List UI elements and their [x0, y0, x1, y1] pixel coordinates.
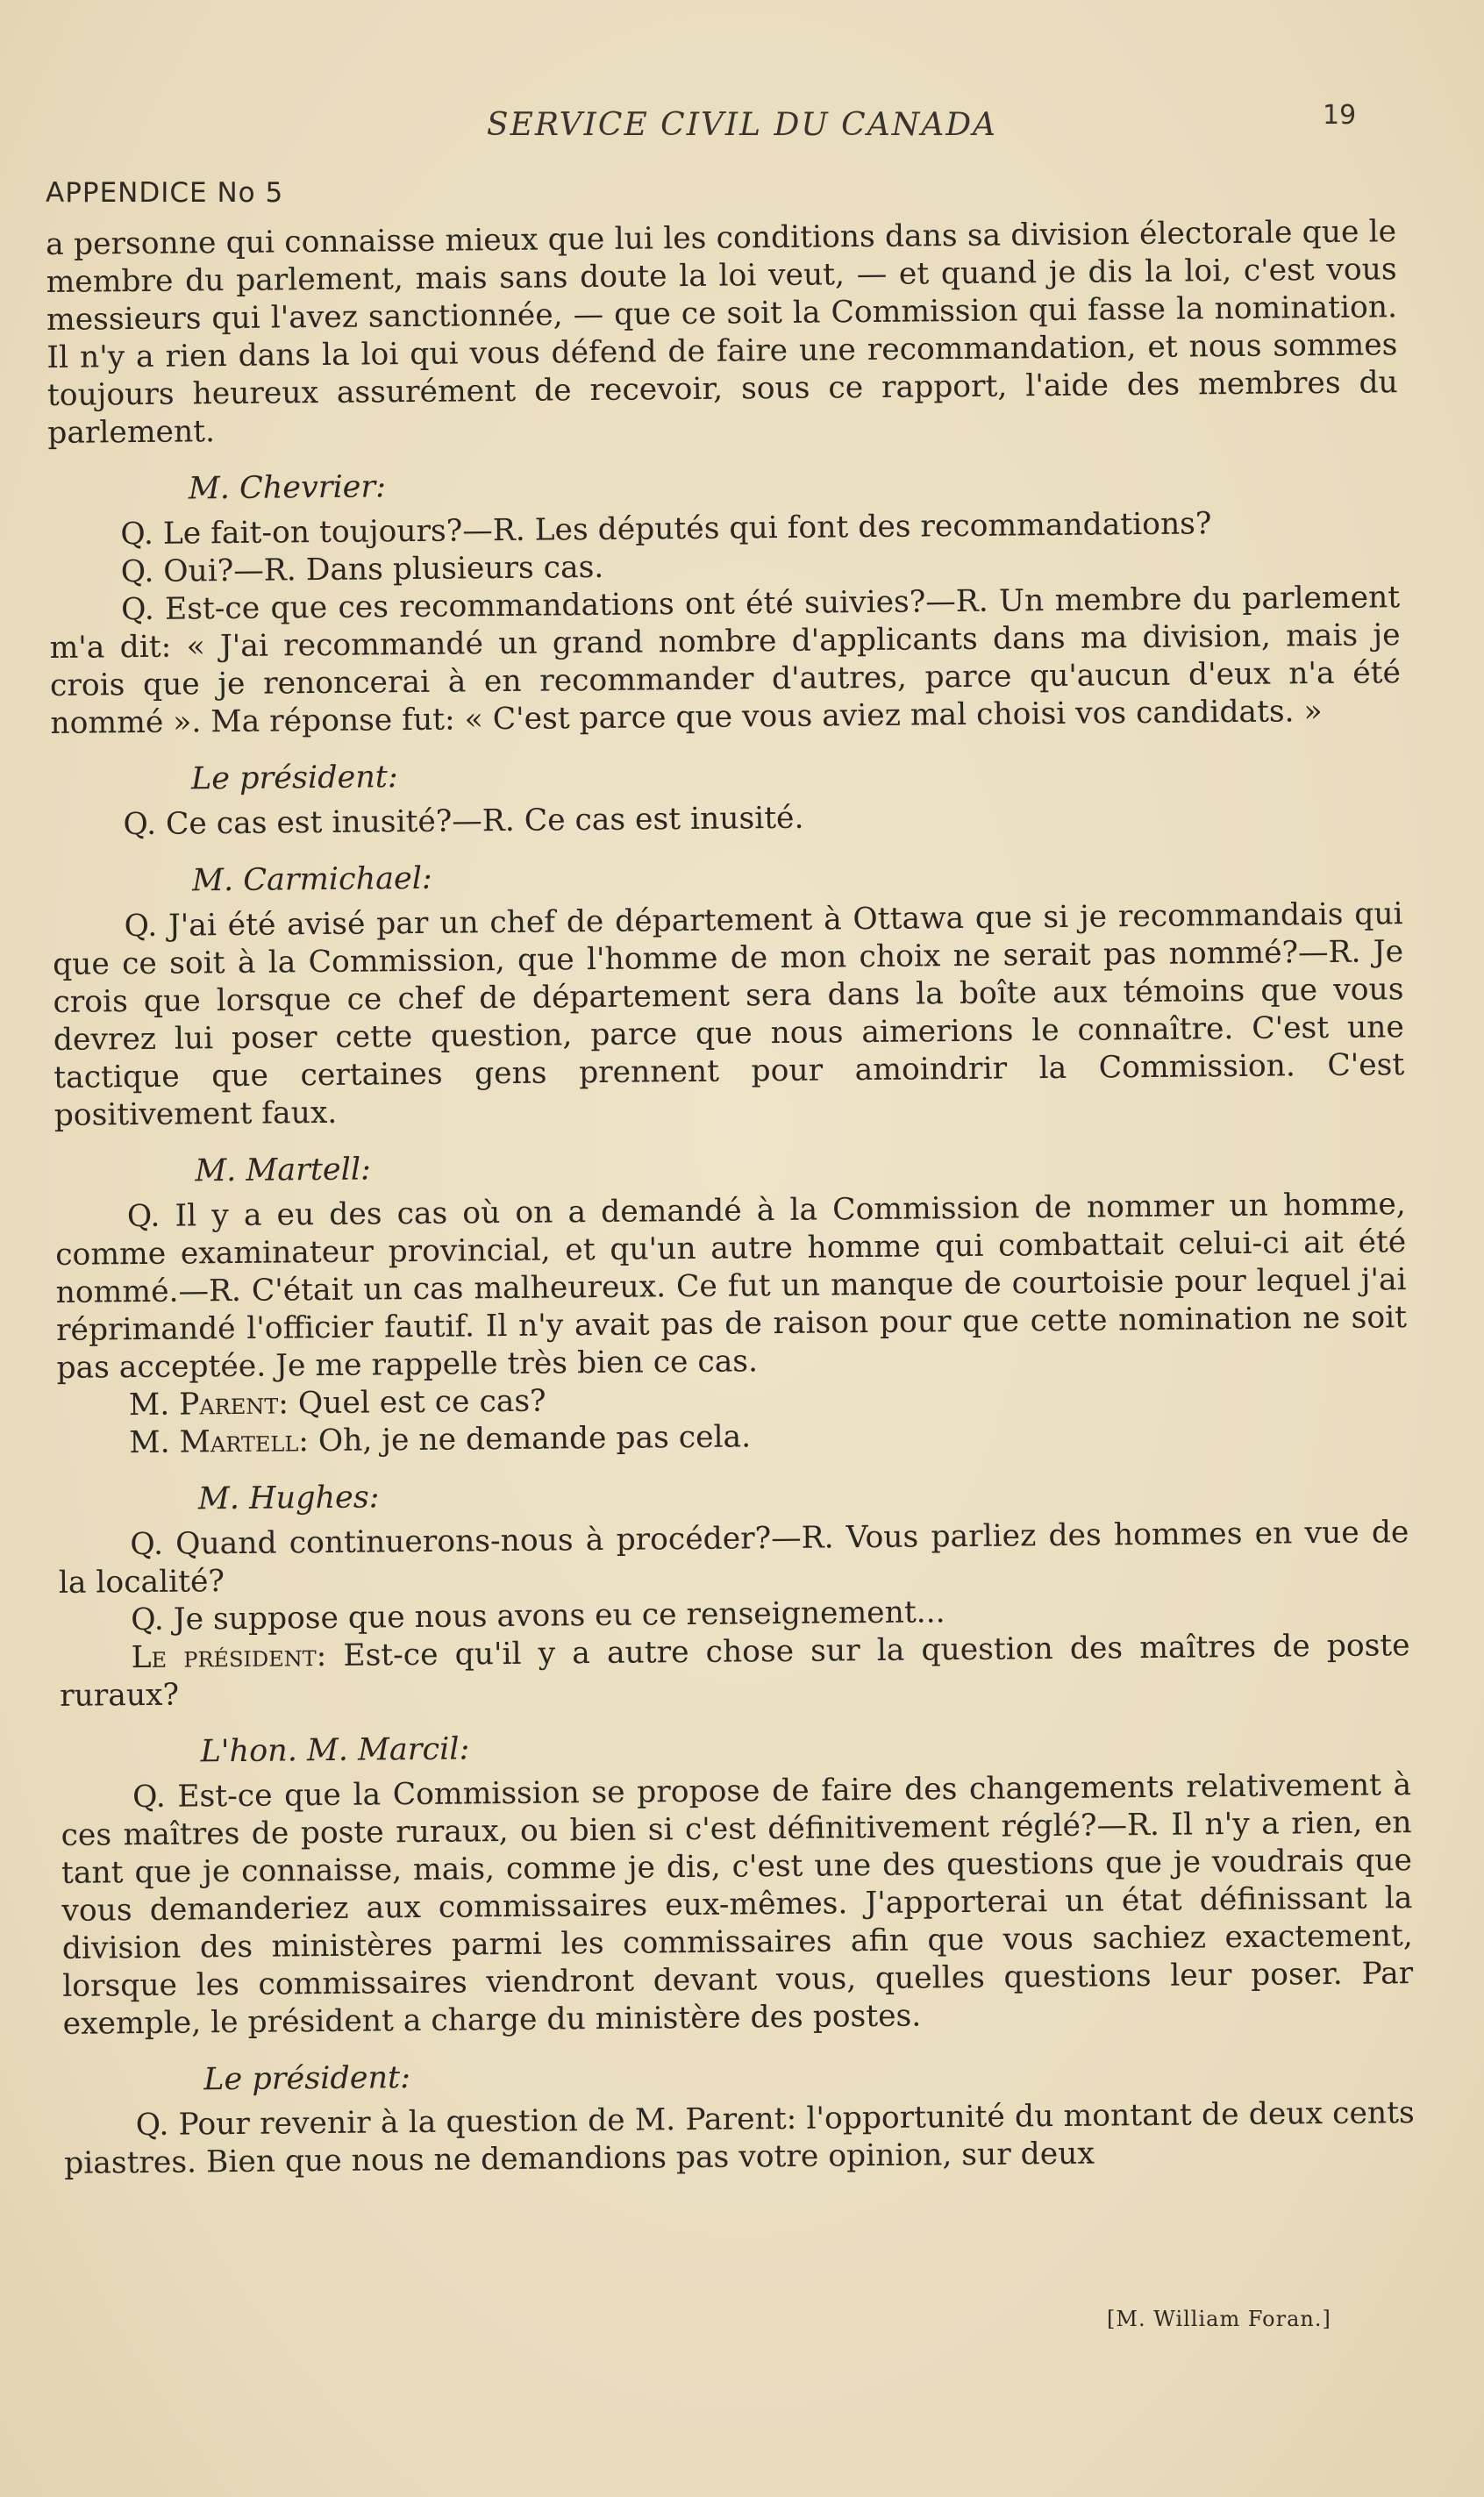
paragraph: Q. Quand continuerons-nous à procéder?—R. Vous parliez des hommes en vue de la localité?: [58, 1515, 1409, 1601]
speaker-heading: Le président:: [203, 2060, 411, 2098]
speaker-heading: M. Chevrier:: [188, 469, 387, 507]
speaker-text: : Quel est ce cas?: [278, 1383, 546, 1422]
paragraph: Q. J'ai été avisé par un chef de département à Ottawa que si je recommandais qui que ce soit à la Commission, que l'homme de mon choix ne serait pas nommé?—R. Je crois que lorsque ce chef de département sera dans la boîte aux témoins que vous devrez lui poser cette question, parce que nous aimerions le connaître. C'est une tactique que certaines gens prennent pour amoindrir la Commission. C'est positivement faux.: [52, 896, 1405, 1133]
paragraph: Q. Il y a eu des cas où on a demandé à la Commission de nommer un homme, comme examinateur provincial, et qu'un autre homme qui combattait celui-ci ait été nommé.—R. C'était un cas malheureux. Ce fut un manque de courtoisie pour lequel j'ai réprimandé l'officier fautif. Il n'y avait pas de raison pour que cette nomination ne soit pas acceptée. Je me rappelle très bien ce cas.: [55, 1187, 1408, 1386]
speaker-heading: M. Martell:: [195, 1152, 372, 1189]
paragraph: Q. Pour revenir à la question de M. Parent: l'opportunité du montant de deux cents piastres. Bien que nous ne demandions pas votre opinion, sur deux: [64, 2095, 1415, 2181]
witness-signature: [M. William Foran.]: [1107, 2307, 1331, 2331]
speaker-heading: Le président:: [190, 760, 398, 797]
document-body: [46, 213, 1415, 2183]
paragraph: Q. Est-ce que ces recommandations ont été suivies?—R. Un membre du parlement m'a dit: « J'ai recommandé un grand nombre d'applicants dans ma division, mais je crois que je renoncerai à en recommander d'autres, parce qu'aucun d'eux n'a été nommé ». Ma réponse fut: « C'est parce que vous aviez mal choisi vos candidats. »: [49, 580, 1402, 741]
speaker-heading: L'hon. M. Marcil:: [200, 1731, 470, 1770]
running-title: SERVICE CIVIL DU CANADA: [486, 107, 998, 143]
paragraph: Q. Est-ce que la Commission se propose de faire des changements relativement à ces maîtres de poste ruraux, ou bien si c'est définitivement réglé?—R. Il n'y a rien, en tant que je connaisse, mais, comme je dis, c'est une des questions que je voudrais que vous demanderiez aux commissaires eux-mêmes. J'apporterai un état définissant la division des ministères parmi les commissaires afin que vous sachiez exactement, lorsque les commissaires viendront devant vous, quelles questions leur poser. Par exemple, le président a charge du ministère des postes.: [61, 1767, 1414, 2042]
speaker-name: Le président: [131, 1638, 317, 1676]
paragraph: Q. Oui?—R. Dans plusieurs cas.: [120, 549, 604, 590]
paragraph: Q. Ce cas est inusité?—R. Ce cas est inusité.: [123, 800, 804, 843]
page-number: 19: [1323, 100, 1357, 131]
appendix-label: APPENDICE No 5: [46, 177, 284, 209]
paragraph: [59, 1627, 1410, 1716]
speaker-heading: M. Carmichael:: [191, 860, 432, 899]
speaker-name: M. Martell: [129, 1423, 299, 1461]
paragraph: Q. Le fait-on toujours?—R. Les députés qui font des recommandations?: [120, 506, 1212, 553]
speaker-heading: M. Hughes:: [197, 1480, 380, 1517]
speaker-text: : Est-ce qu'il y a autre chose sur la question des maîtres de poste ruraux?: [59, 1628, 1410, 1714]
speaker-name: M. Parent: [128, 1386, 279, 1423]
speaker-text: : Oh, je ne demande pas cela.: [298, 1419, 752, 1459]
paragraph: a personne qui connaisse mieux que lui les conditions dans sa division électorale que le membre du parlement, mais sans doute la loi veut, — et quand je dis la loi, c'est vous messieurs qui l'avez sanctionnée, — que ce soit la Commission qui fasse la nomination. Il n'y a rien dans la loi qui vous défend de faire une recommandation, et nous sommes toujours heureux assurément de recevoir, sous ce rapport, l'aide des membres du parlement.: [46, 214, 1398, 451]
paragraph: Q. Je suppose que nous avons eu ce renseignement...: [131, 1595, 945, 1638]
